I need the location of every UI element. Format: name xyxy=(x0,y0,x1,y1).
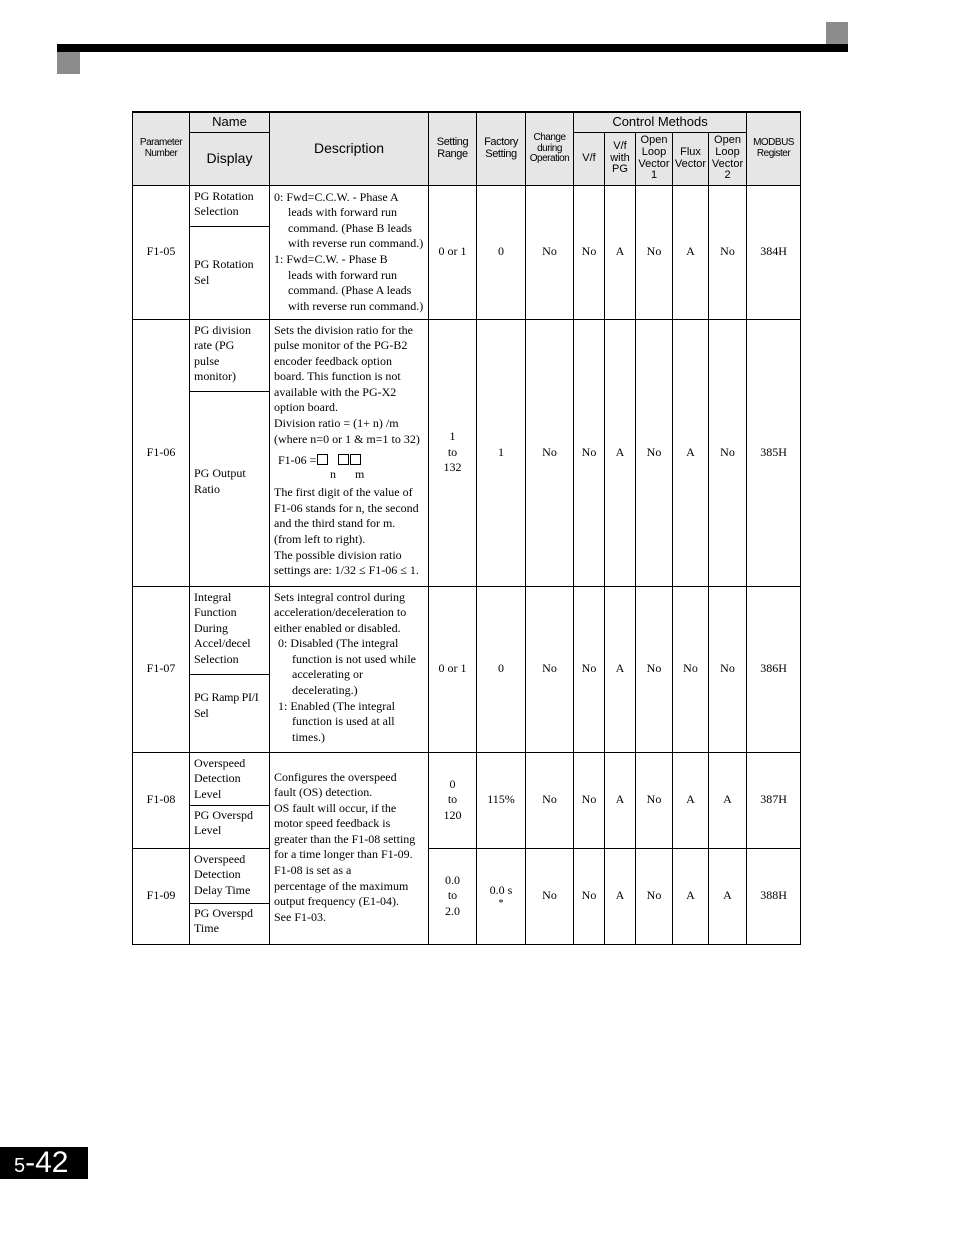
change-during-operation: No xyxy=(526,848,574,944)
param-display: PG Ramp PI/I Sel xyxy=(190,674,270,752)
modbus-register: 384H xyxy=(747,185,801,319)
setting-range: 0.0 to 2.0 xyxy=(429,848,477,944)
header-vf-with-pg: V/f with PG xyxy=(605,132,636,185)
cm-vf: No xyxy=(574,185,605,319)
header-setting-range: Setting Range xyxy=(429,112,477,185)
setting-range: 0 to 120 xyxy=(429,752,477,848)
cm-flux: A xyxy=(673,848,709,944)
param-display: PG Overspd Time xyxy=(190,903,270,944)
table-header xyxy=(133,112,801,185)
cm-olv2: A xyxy=(709,848,747,944)
table-row xyxy=(133,319,801,391)
cm-vf: No xyxy=(574,752,605,848)
param-number: F1-09 xyxy=(133,848,190,944)
cm-olv1: No xyxy=(636,586,673,752)
param-description: 0: Fwd=C.C.W. - Phase A leads with forward run command. (Phase B leads with reverse run command.) 1: Fwd=C.W. - Phase B leads with forward run command. (Phase A leads with reverse run command.) xyxy=(270,185,429,319)
cm-vf-pg: A xyxy=(605,848,636,944)
header-factory-setting: Factory Setting xyxy=(477,112,526,185)
change-during-operation: No xyxy=(526,586,574,752)
header-gray-square-right xyxy=(826,22,848,44)
cm-olv2: No xyxy=(709,586,747,752)
change-during-operation: No xyxy=(526,185,574,319)
param-display: PG Rotation Sel xyxy=(190,226,270,319)
header-display: Display xyxy=(190,132,270,185)
param-name: PG Rotation Selection xyxy=(190,185,270,226)
header-parameter-number: Parameter Number xyxy=(133,112,190,185)
cm-olv1: No xyxy=(636,319,673,586)
parameter-table xyxy=(132,111,801,945)
param-description-shared: Configures the overspeed fault (OS) detection. OS fault will occur, if the motor speed feedback is greater than the F1-08 setting for a time longer than F1-09. F1-08 is set as a percentage of the maximum output frequency (E1-04). See F1-03. xyxy=(270,752,429,944)
param-number: F1-05 xyxy=(133,185,190,319)
cm-flux: A xyxy=(673,752,709,848)
param-name: Integral Function During Accel/decel Selection xyxy=(190,586,270,674)
table-row xyxy=(133,848,801,903)
cm-olv2: A xyxy=(709,752,747,848)
cm-vf-pg: A xyxy=(605,185,636,319)
cm-vf-pg: A xyxy=(605,319,636,586)
header-vf: V/f xyxy=(574,132,605,185)
modbus-register: 386H xyxy=(747,586,801,752)
setting-range: 0 or 1 xyxy=(429,185,477,319)
cm-vf-pg: A xyxy=(605,586,636,752)
header-control-methods: Control Methods xyxy=(574,112,747,132)
header-modbus-register: MODBUS Register xyxy=(747,112,801,185)
digit-box-m1 xyxy=(338,454,349,465)
table-row xyxy=(133,752,801,805)
digit-box-n xyxy=(317,454,328,465)
param-number: F1-08 xyxy=(133,752,190,848)
cm-olv1: No xyxy=(636,848,673,944)
cm-olv1: No xyxy=(636,752,673,848)
setting-range: 0 or 1 xyxy=(429,586,477,752)
param-number: F1-06 xyxy=(133,319,190,586)
header-open-loop-vector-2: Open Loop Vector 2 xyxy=(709,132,747,185)
factory-setting: 0.0 s * xyxy=(477,848,526,944)
cm-vf: No xyxy=(574,319,605,586)
change-during-operation: No xyxy=(526,752,574,848)
cm-flux: No xyxy=(673,586,709,752)
param-name: Overspeed Detection Delay Time xyxy=(190,848,270,903)
table-row xyxy=(133,185,801,226)
cm-vf-pg: A xyxy=(605,752,636,848)
modbus-register: 385H xyxy=(747,319,801,586)
digit-box-m2 xyxy=(350,454,361,465)
division-ratio-formula: F1-06 = n m xyxy=(278,453,365,482)
cm-flux: A xyxy=(673,319,709,586)
cm-olv1: No xyxy=(636,185,673,319)
param-description: Sets the division ratio for the pulse monitor of the PG-B2 encoder feedback option board. This function is not available with the PG-X2 option board. Division ratio = (1+ n) /m (where n=0 or 1 & m=1 to 32) F1-06 = n m The first digit of the value of F1-06 stands for n, the second and the third stand for m. (from left to right). The possible division ratio settings are: 1/32 ≤ F1-06 ≤ 1. xyxy=(270,319,429,586)
cm-vf: No xyxy=(574,848,605,944)
param-description: Sets integral control during acceleration/deceleration to either enabled or disabled. 0: Disabled (The integral function is not used while accelerating or decelerating.) 1: Enabled (The integral function is used at all times.) xyxy=(270,586,429,752)
cm-flux: A xyxy=(673,185,709,319)
factory-setting: 0 xyxy=(477,185,526,319)
cm-vf: No xyxy=(574,586,605,752)
factory-setting: 115% xyxy=(477,752,526,848)
header-name: Name xyxy=(190,112,270,132)
header-open-loop-vector-1: Open Loop Vector 1 xyxy=(636,132,673,185)
setting-range: 1 to 132 xyxy=(429,319,477,586)
header-change-during-operation: Change during Operation xyxy=(526,112,574,185)
factory-setting: 0 xyxy=(477,586,526,752)
param-name: PG division rate (PG pulse monitor) xyxy=(190,319,270,391)
modbus-register: 388H xyxy=(747,848,801,944)
header-gray-square-left xyxy=(57,52,80,74)
header-rule xyxy=(57,44,848,52)
param-name: Overspeed Detection Level xyxy=(190,752,270,805)
change-during-operation: No xyxy=(526,319,574,586)
header-description: Description xyxy=(270,112,429,185)
factory-setting: 1 xyxy=(477,319,526,586)
table-row xyxy=(133,586,801,674)
page-number: 5-42 xyxy=(0,1147,88,1179)
modbus-register: 387H xyxy=(747,752,801,848)
param-number: F1-07 xyxy=(133,586,190,752)
param-display: PG Overspd Level xyxy=(190,805,270,848)
cm-olv2: No xyxy=(709,185,747,319)
cm-olv2: No xyxy=(709,319,747,586)
param-display: PG Output Ratio xyxy=(190,391,270,586)
header-flux-vector: Flux Vector xyxy=(673,132,709,185)
